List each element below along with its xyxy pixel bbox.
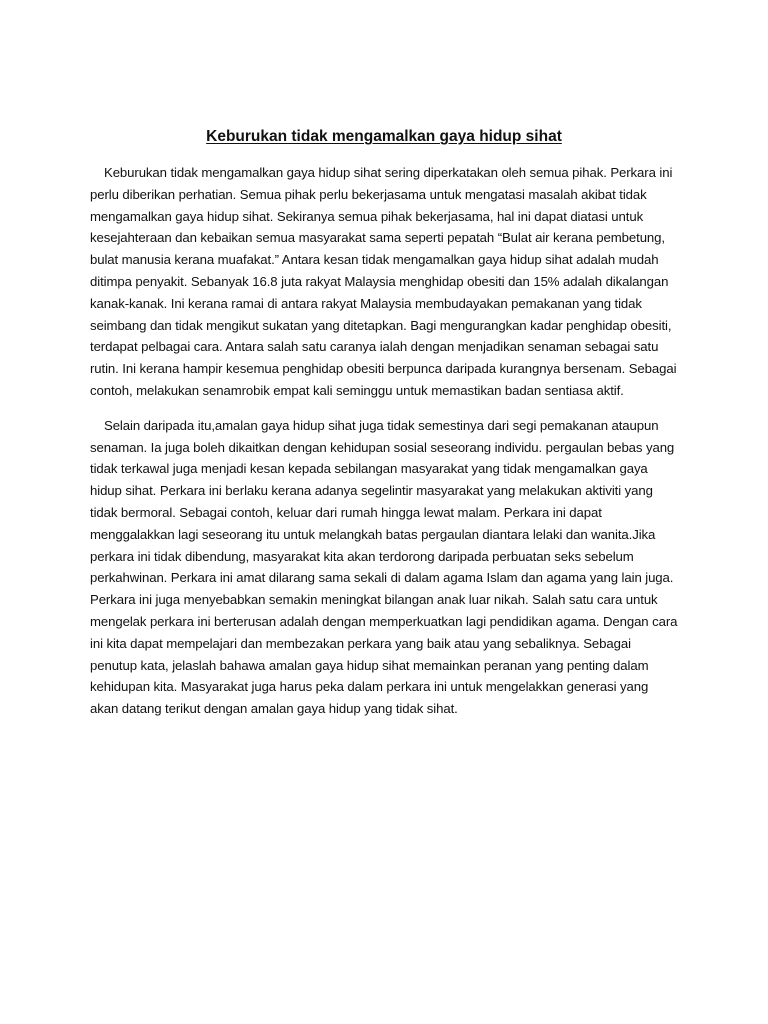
- document-title: Keburukan tidak mengamalkan gaya hidup sihat: [206, 128, 562, 145]
- document-body: [90, 162, 678, 733]
- paragraph-2: Selain daripada itu,amalan gaya hidup sihat juga tidak semestinya dari segi pemakanan ataupun senaman. Ia juga boleh dikaitkan dengan kehidupan sosial seseorang individu. pergaulan bebas yang tidak terkawal juga menjadi kesan kepada sebilangan masyarakat yang tidak mengamalkan gaya hidup sihat. Perkara ini berlaku kerana adanya segelintir masyarakat yang melakukan aktiviti yang tidak bermoral. Sebagai contoh, keluar dari rumah hingga lewat malam. Perkara ini dapat menggalakkan lagi seseorang itu untuk melangkah batas pergaulan diantara lelaki dan wanita.Jika perkara ini tidak dibendung, masyarakat kita akan terdorong daripada perbuatan seks sebelum perkahwinan. Perkara ini amat dilarang sama sekali di dalam agama Islam dan agama yang lain juga. Perkara ini juga menyebabkan semakin meningkat bilangan anak luar nikah. Salah satu cara untuk mengelak perkara ini berterusan adalah dengan memperkuatkan lagi pendidikan agama. Dengan cara ini kita dapat mempelajari dan membezakan perkara yang baik atau yang sebaliknya. Sebagai penutup kata, jelaslah bahawa amalan gaya hidup sihat memainkan peranan yang penting dalam kehidupan kita. Masyarakat juga harus peka dalam perkara ini untuk mengelakkan generasi yang akan datang terikut dengan amalan gaya hidup yang tidak sihat.: [90, 417, 678, 717]
- paragraph-1: Keburukan tidak mengamalkan gaya hidup sihat sering diperkatakan oleh semua pihak. Perkara ini perlu diberikan perhatian. Semua pihak perlu bekerjasama untuk mengatasi masalah akibat tidak mengamalkan gaya hidup sihat. Sekiranya semua pihak bekerjasama, hal ini dapat diatasi untuk kesejahteraan dan kebaikan semua masyarakat sama seperti pepatah “Bulat air kerana pembetung, bulat manusia kerana muafakat.” Antara kesan tidak mengamalkan gaya hidup sihat adalah mudah ditimpa penyakit. Sebanyak 16.8 juta rakyat Malaysia menghidap obesiti dan 15% adalah dikalangan kanak-kanak. Ini kerana ramai di antara rakyat Malaysia membudayakan pemakanan yang tidak seimbang dan tidak mengikut sukatan yang ditetapkan. Bagi mengurangkan kadar penghidap obesiti, terdapat pelbagai cara. Antara salah satu caranya ialah dengan menjadikan senaman sebagai satu rutin. Ini kerana hampir kesemua penghidap obesiti berpunca daripada kurangnya bersenam. Sebagai contoh, melakukan senamrobik empat kali seminggu untuk memastikan badan sentiasa aktif.: [90, 165, 677, 398]
